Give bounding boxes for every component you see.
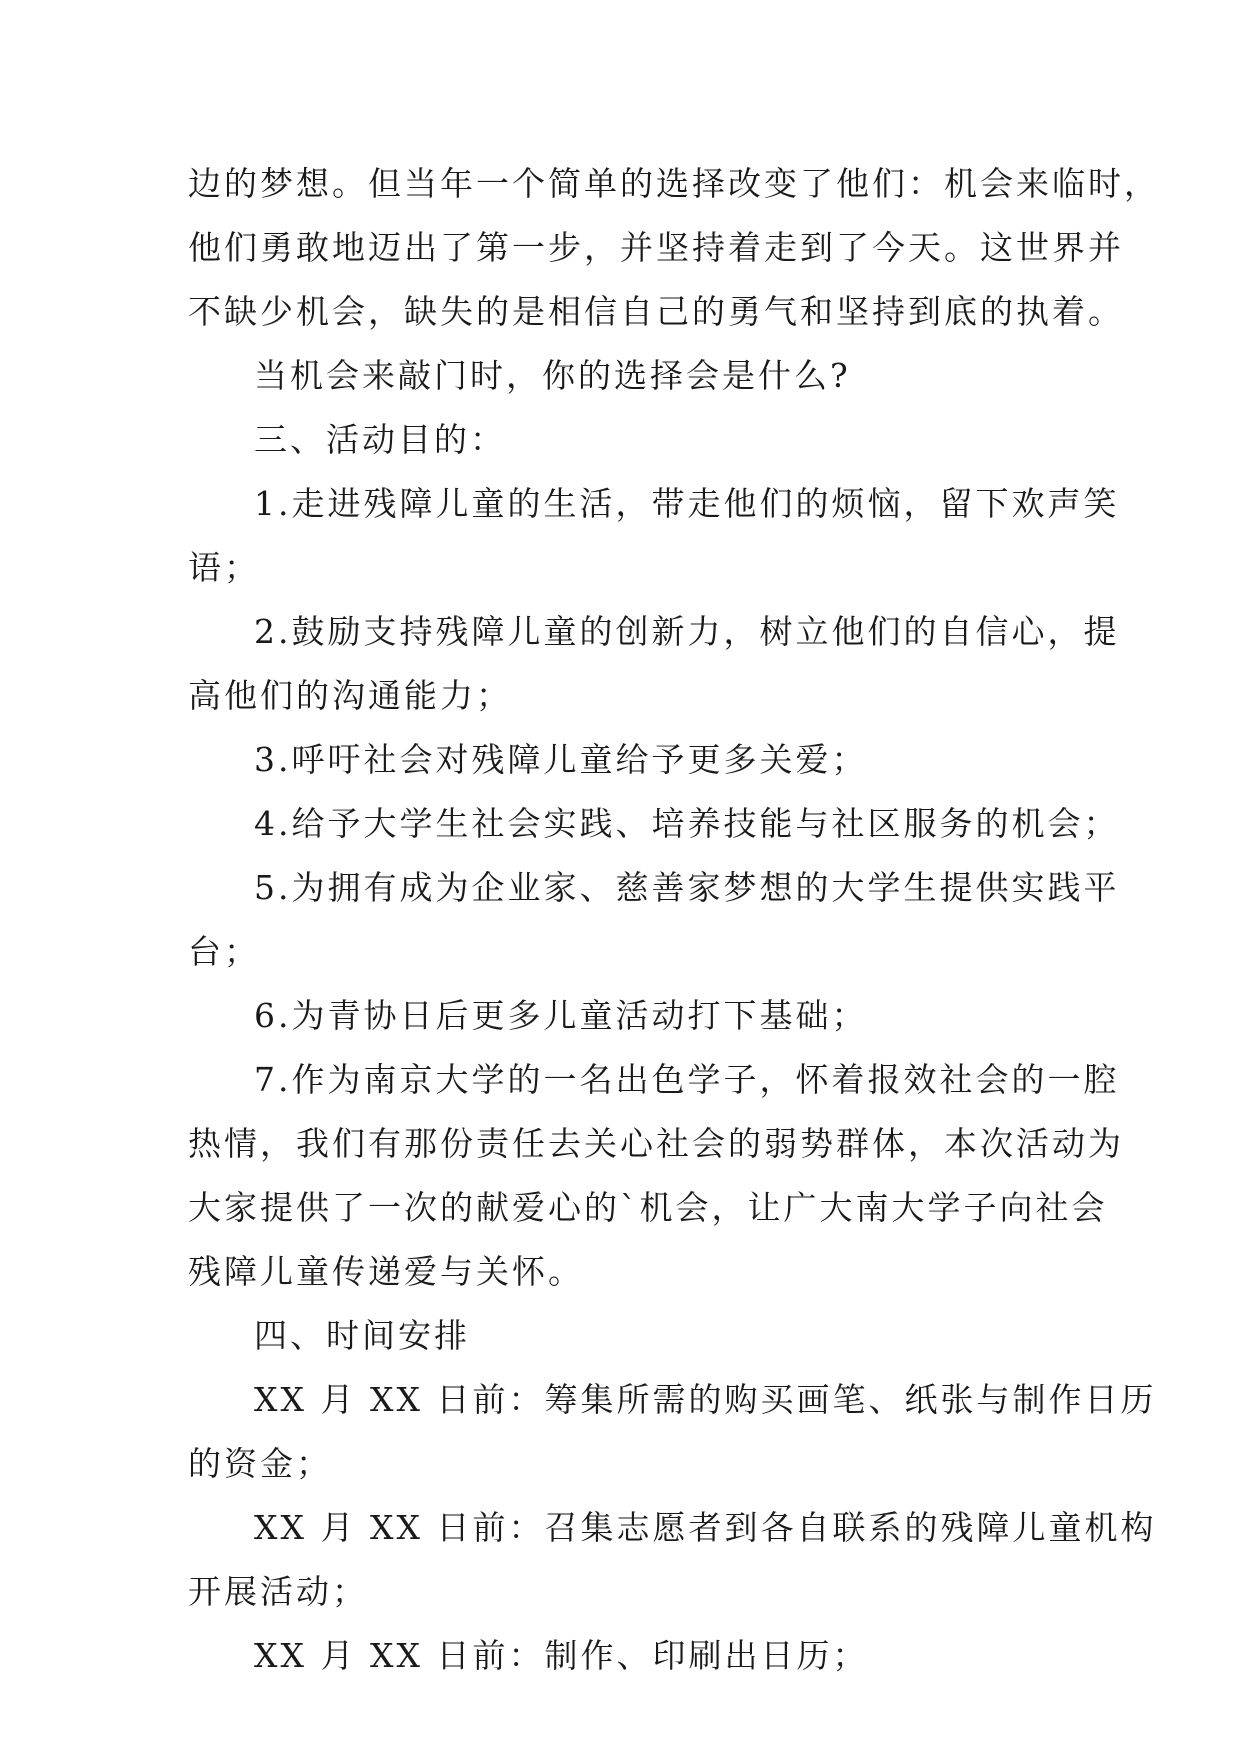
schedule-item: XX 月 XX 日前：召集志愿者到各自联系的残障儿童机构 — [254, 1508, 1157, 1547]
list-item-continuation: 台； — [188, 932, 260, 971]
text-line: 不缺少机会，缺失的是相信自己的勇气和坚持到底的执着。 — [188, 292, 1124, 331]
schedule-item-continuation: 开展活动； — [188, 1572, 368, 1611]
list-item-continuation: 热情，我们有那份责任去关心社会的弱势群体，本次活动为 — [188, 1124, 1124, 1163]
schedule-item: XX 月 XX 日前：筹集所需的购买画笔、纸张与制作日历 — [254, 1380, 1157, 1419]
text-line: 当机会来敲门时，你的选择会是什么? — [254, 356, 851, 395]
list-item: 2.鼓励支持残障儿童的创新力，树立他们的自信心，提 — [254, 612, 1120, 651]
schedule-item-continuation: 的资金； — [188, 1444, 332, 1483]
schedule-item: XX 月 XX 日前：制作、印刷出日历； — [254, 1636, 869, 1675]
list-item-continuation: 大家提供了一次的献爱心的`机会，让广大南大学子向社会 — [188, 1188, 1108, 1227]
list-item-continuation: 残障儿童传递爱与关怀。 — [188, 1252, 584, 1291]
list-item-continuation: 语； — [188, 548, 260, 587]
section-heading: 三、活动目的： — [254, 420, 506, 459]
section-heading: 四、时间安排 — [254, 1316, 470, 1355]
text-line: 边的梦想。但当年一个简单的选择改变了他们：机会来临时， — [188, 164, 1160, 203]
list-item-continuation: 高他们的沟通能力； — [188, 676, 512, 715]
list-item: 7.作为南京大学的一名出色学子，怀着报效社会的一腔 — [254, 1060, 1120, 1099]
list-item: 4.给予大学生社会实践、培养技能与社区服务的机会； — [254, 804, 1120, 843]
list-item: 3.呼吁社会对残障儿童给予更多关爱； — [254, 740, 868, 779]
list-item: 1.走进残障儿童的生活，带走他们的烦恼，留下欢声笑 — [254, 484, 1120, 523]
text-line: 他们勇敢地迈出了第一步，并坚持着走到了今天。这世界并 — [188, 228, 1124, 267]
list-item: 5.为拥有成为企业家、慈善家梦想的大学生提供实践平 — [254, 868, 1120, 907]
list-item: 6.为青协日后更多儿童活动打下基础； — [254, 996, 868, 1035]
document-body — [188, 152, 1160, 1688]
